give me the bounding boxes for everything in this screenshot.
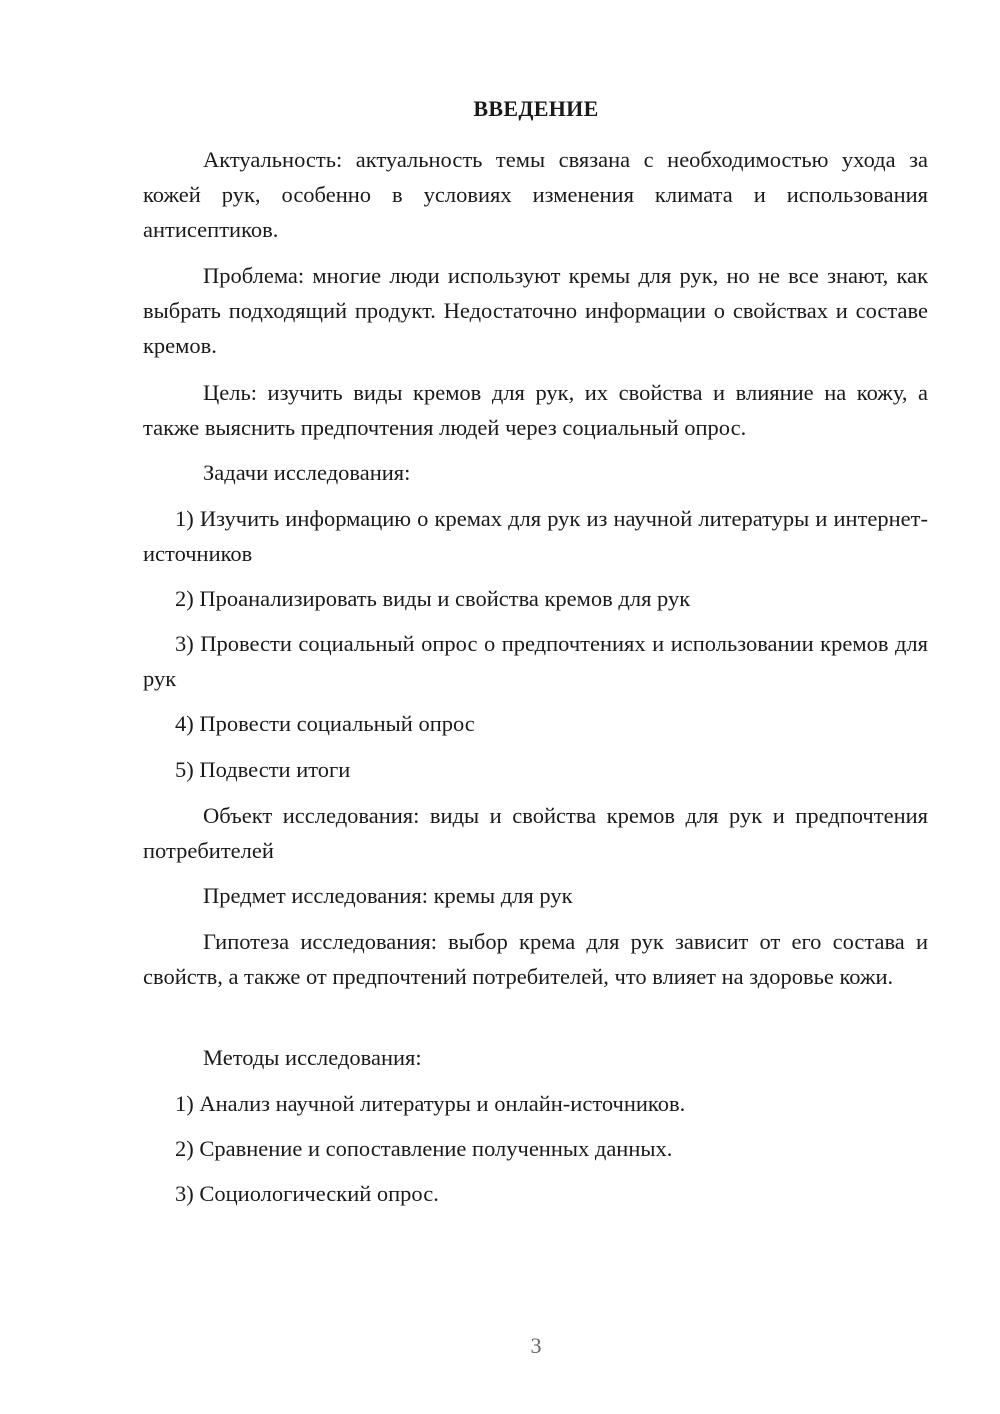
object-paragraph: Объект исследования: виды и свойства кремов для рук и предпочтения потребителей — [143, 803, 928, 863]
task-item-3: 3) Провести социальный опрос о предпочтениях и использовании кремов для рук — [143, 631, 928, 691]
method-item-1: 1) Анализ научной литературы и онлайн-источников. — [175, 1091, 686, 1116]
task-item-1: 1) Изучить информацию о кремах для рук из научной литературы и интернет-источников — [143, 506, 928, 566]
task-item-2: 2) Проанализировать виды и свойства кремов для рук — [175, 586, 691, 611]
subject-paragraph: Предмет исследования: кремы для рук — [203, 883, 573, 908]
page-title: ВВЕДЕНИЕ — [473, 96, 599, 121]
task-item-4: 4) Провести социальный опрос — [175, 711, 475, 736]
relevance-paragraph: Актуальность: актуальность темы связана с необходимостью ухода за кожей рук, особенно в условиях изменения климата и использования антисептиков. — [143, 147, 928, 242]
tasks-heading: Задачи исследования: — [203, 460, 411, 485]
goal-paragraph: Цель: изучить виды кремов для рук, их свойства и влияние на кожу, а также выяснить предпочтения людей через социальный опрос. — [143, 380, 928, 440]
method-item-3: 3) Социологический опрос. — [175, 1181, 439, 1206]
method-item-2: 2) Сравнение и сопоставление полученных данных. — [175, 1136, 673, 1161]
task-item-5: 5) Подвести итоги — [175, 757, 351, 782]
methods-heading: Методы исследования: — [203, 1045, 422, 1070]
problem-paragraph: Проблема: многие люди используют кремы для рук, но не все знают, как выбрать подходящий продукт. Недостаточно информации о свойствах и составе кремов. — [143, 263, 928, 358]
hypothesis-paragraph: Гипотеза исследования: выбор крема для рук зависит от его состава и свойств, а также от предпочтений потребителей, что влияет на здоровье кожи. — [143, 929, 928, 989]
page-number: 3 — [530, 1333, 542, 1358]
